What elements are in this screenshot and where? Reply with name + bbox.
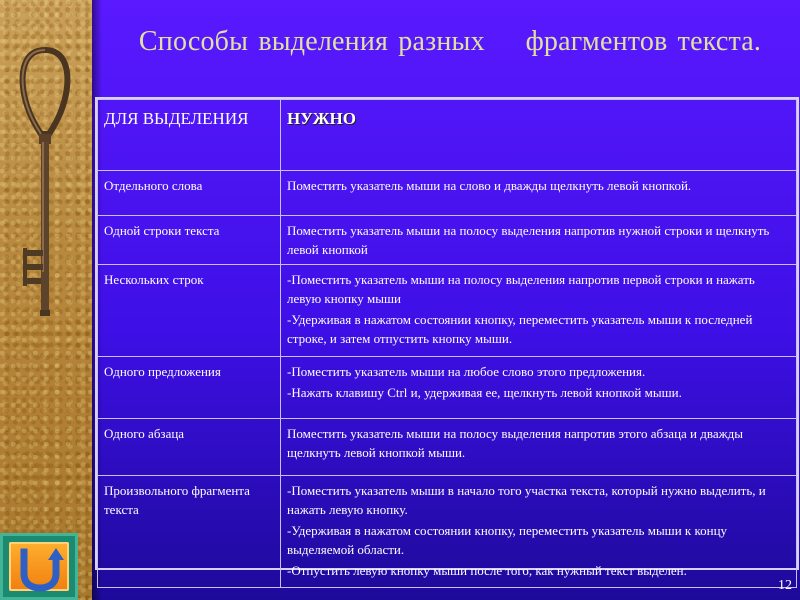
table-row bbox=[98, 419, 797, 476]
row-how: Поместить указатель мыши на слово и дважды щелкнуть левой кнопкой. bbox=[281, 171, 797, 216]
u-turn-arrow-icon bbox=[12, 544, 72, 594]
row-what: Произвольного фрагмента текста bbox=[98, 476, 281, 588]
back-button[interactable] bbox=[0, 533, 78, 600]
table-row bbox=[98, 476, 797, 588]
row-what: Нескольких строк bbox=[98, 265, 281, 357]
table-header-row bbox=[98, 100, 797, 171]
row-how bbox=[281, 476, 797, 588]
row-what: Одной строки текста bbox=[98, 216, 281, 265]
step: -Удерживая в нажатом состоянии кнопку, переместить указатель мыши к концу выделяемой области. bbox=[287, 523, 728, 557]
step: -Поместить указатель мыши на полосу выделения напротив первой строки и нажать левую кнопку мыши bbox=[287, 272, 755, 306]
step: -Поместить указатель мыши в начало того участка текста, который нужно выделить, и нажать левую кнопку. bbox=[287, 483, 766, 517]
row-what: Одного абзаца bbox=[98, 419, 281, 476]
row-what: Отдельного слова bbox=[98, 171, 281, 216]
row-how: Поместить указатель мыши на полосу выделения напротив этого абзаца и дважды щелкнуть левой кнопкой мыши. bbox=[281, 419, 797, 476]
page-number: 12 bbox=[778, 578, 792, 593]
step: -Поместить указатель мыши на любое слово этого предложения. bbox=[287, 364, 646, 379]
step: -Удерживая в нажатом состоянии кнопку, переместить указатель мыши к последней строке, и затем отпустить кнопку мыши. bbox=[287, 312, 753, 346]
row-how: Поместить указатель мыши на полосу выделения напротив нужной строки и щелкнуть левой кнопкой bbox=[281, 216, 797, 265]
table-row bbox=[98, 216, 797, 265]
step: -Нажать клавишу Ctrl и, удерживая ее, щелкнуть левой кнопкой мыши. bbox=[287, 385, 682, 400]
decorative-sand-strip bbox=[0, 0, 92, 600]
header-what: ДЛЯ ВЫДЕЛЕНИЯ bbox=[98, 100, 281, 171]
back-button-face bbox=[9, 542, 69, 591]
slide-title: Способы выделения разных фрагментов текста. bbox=[138, 26, 762, 57]
table-row bbox=[98, 265, 797, 357]
row-how bbox=[281, 357, 797, 419]
header-how: НУЖНО bbox=[281, 100, 797, 171]
selection-methods-table bbox=[95, 97, 799, 578]
row-what: Одного предложения bbox=[98, 357, 281, 419]
row-how bbox=[281, 265, 797, 357]
table-row bbox=[98, 357, 797, 419]
old-key-icon bbox=[10, 42, 80, 327]
step: -Отпустить левую кнопку мыши после того, как нужный текст выделен. bbox=[287, 563, 687, 578]
table-row bbox=[98, 171, 797, 216]
